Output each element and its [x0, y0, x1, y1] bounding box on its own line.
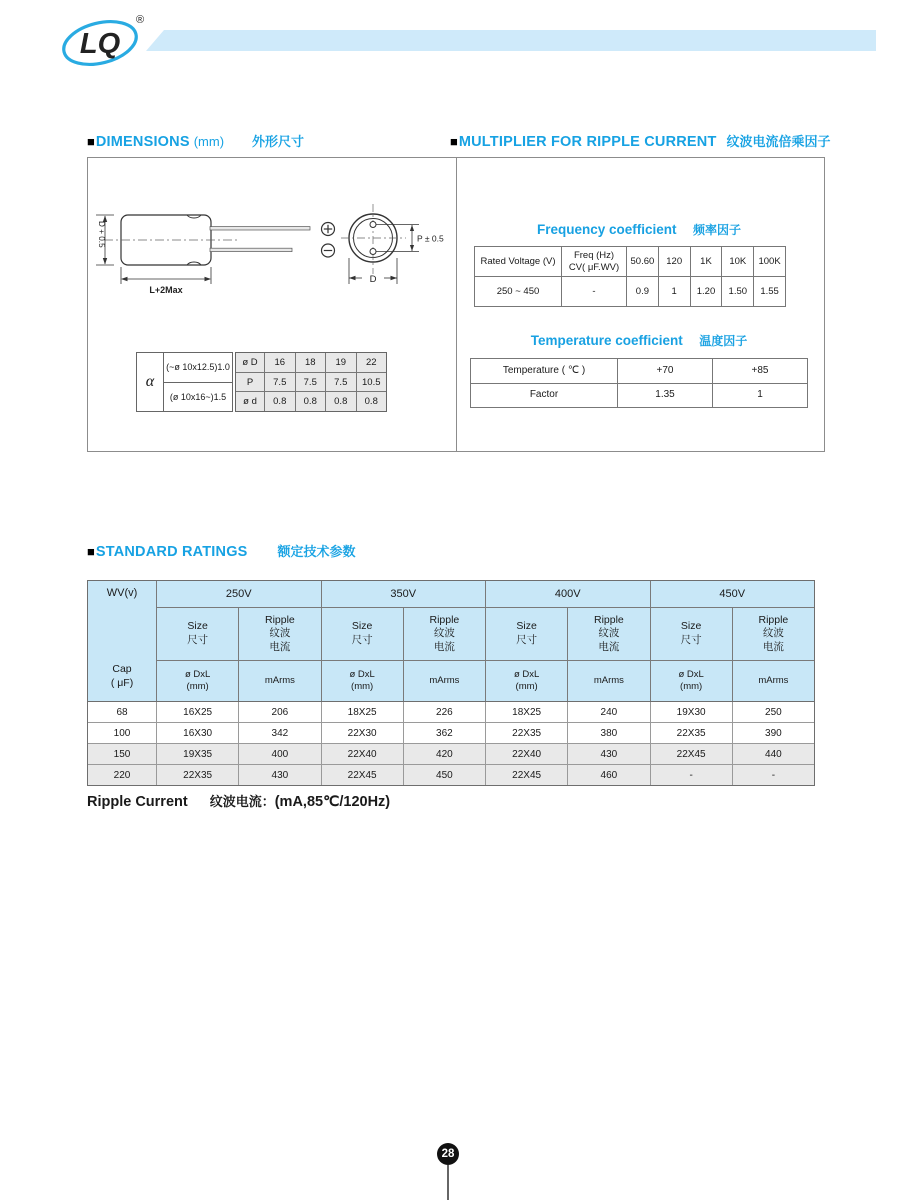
cell: 19X35 [183, 748, 213, 760]
cell: 22X40 [321, 744, 403, 764]
dxl-line1: ø DxL [678, 669, 704, 681]
cap-value: 100 [88, 723, 157, 743]
cell: 226 [403, 702, 485, 722]
column-header: 50.60 [626, 247, 658, 276]
square-bullet-icon: ■ [450, 134, 458, 149]
polarity-minus-icon [322, 244, 335, 257]
capacitor-lead-bottom [210, 248, 292, 251]
arrow-left-icon [349, 276, 356, 280]
size-en: Size [351, 620, 373, 633]
cell: 430 [238, 765, 320, 785]
alpha-row-large: (ø 10x16~)1.5 [169, 391, 227, 402]
cell: 7.5 [325, 373, 356, 392]
registered-mark-icon: ® [136, 14, 145, 26]
size-header [486, 608, 567, 660]
ripple-note-cn: 纹波电流： [209, 794, 275, 809]
square-bullet-icon: ■ [87, 544, 95, 559]
alpha-table [136, 352, 233, 412]
ripple-en: Ripple [593, 613, 624, 626]
size-cn: 尺寸 [351, 634, 373, 646]
cap-label-line2: ( μF) [110, 676, 134, 689]
cell: 430 [567, 744, 649, 764]
dxl-line2: (mm) [515, 681, 538, 692]
table-row [88, 722, 814, 743]
page-number-badge: 28 [437, 1143, 459, 1165]
frequency-coefficient-title [455, 221, 823, 239]
dimensions-title: DIMENSIONS [95, 134, 190, 150]
standard-ratings-title-cn: 额定技术参数 [277, 544, 356, 559]
cell: 18X25 [485, 702, 567, 722]
dxl-header [157, 661, 238, 701]
table-row [236, 353, 386, 372]
lead-hole-top [370, 222, 376, 228]
size-en: Size [516, 620, 537, 633]
cell: 206 [238, 702, 320, 722]
ripple-cn2: 电流 [598, 640, 620, 653]
ripple-cn1: 纹波 [269, 627, 291, 640]
cell: 18 [295, 353, 326, 372]
cell: 0.8 [356, 392, 387, 411]
voltage-header: 350V [322, 581, 486, 608]
marms-header: mArms [732, 661, 814, 701]
cell: 342 [238, 723, 320, 743]
cell: 0.8 [273, 396, 287, 408]
cap-label-line1: Cap [112, 663, 132, 675]
table-row [471, 383, 807, 408]
size-cn: 尺寸 [187, 634, 209, 646]
column-header: Rated Voltage (V) [480, 255, 556, 267]
column-header: 1K [690, 247, 722, 276]
cell: 22X45 [321, 765, 403, 785]
cell: 240 [567, 702, 649, 722]
d-dim-label: D [369, 274, 377, 285]
table-row [88, 702, 814, 722]
cell: 1.35 [617, 384, 712, 408]
cell: 7.5 [273, 376, 287, 388]
voltage-block-250v [157, 581, 321, 701]
voltage-header: 450V [651, 581, 815, 608]
cell: 22X45 [650, 744, 732, 764]
panel-divider [456, 158, 457, 451]
cv-label: CV( μF.WV) [568, 261, 620, 273]
temperature-coefficient-title [455, 332, 823, 350]
size-en: Size [680, 620, 702, 633]
column-header: 10K [721, 247, 753, 276]
dxl-line2: (mm) [186, 681, 209, 692]
ripple-en: Ripple [429, 613, 460, 626]
length-dim-label: L+2Max [149, 285, 183, 295]
arrow-down-icon [410, 245, 414, 251]
capacitor-lead-top [210, 227, 310, 230]
lead-hole-bottom [370, 249, 376, 255]
frequency-title-cn: 频率因子 [692, 223, 741, 237]
cap-label [88, 663, 156, 690]
dxl-line1: ø DxL [349, 669, 375, 681]
multiplier-title-cn: 纹波电流倍乘因子 [726, 134, 831, 149]
header-banner [146, 30, 876, 51]
row-header: Factor [529, 389, 559, 401]
temperature-title-en: Temperature coefficient [530, 333, 683, 348]
cell: - [561, 277, 626, 306]
alpha-symbol: α [137, 353, 164, 411]
brand-logo [56, 10, 148, 72]
arrow-up-icon [410, 225, 414, 231]
ripple-en: Ripple [264, 613, 295, 626]
freq-hz-label: Freq (Hz) [573, 250, 615, 262]
cap-value: 220 [88, 765, 157, 785]
multiplier-title: MULTIPLIER FOR RIPPLE CURRENT [458, 134, 717, 150]
arrow-left-icon [121, 277, 128, 281]
arrow-right-icon [391, 276, 398, 280]
frequency-coefficient-table [474, 246, 786, 307]
cell: 22X35 [183, 769, 213, 781]
voltage-block-400v [485, 581, 650, 701]
size-cn: 尺寸 [516, 634, 538, 646]
cell: +70 [617, 359, 712, 383]
cell: 400 [238, 744, 320, 764]
standard-ratings-section-header [87, 541, 356, 560]
ripple-cn1: 纹波 [433, 627, 455, 640]
cap-value: 150 [88, 744, 157, 764]
dimensions-section-header [87, 131, 304, 150]
size-en: Size [187, 620, 208, 633]
column-header: 100K [753, 247, 785, 276]
multiplier-section-header [450, 131, 831, 150]
cell: 10.5 [356, 373, 387, 392]
ripple-cn1: 纹波 [598, 627, 620, 640]
cell: 0.9 [626, 277, 658, 306]
ripple-cn2: 电流 [762, 640, 784, 653]
row-header: ø D [236, 353, 265, 372]
row-header: ø d [236, 392, 265, 411]
polarity-plus-icon [322, 223, 335, 236]
square-bullet-icon: ■ [87, 134, 95, 149]
marms-header: mArms [403, 661, 485, 701]
cell: 1.55 [753, 277, 785, 306]
size-cn: 尺寸 [680, 634, 702, 646]
ripple-note-en: Ripple Current [87, 794, 188, 810]
cell: 16X25 [183, 706, 213, 718]
dxl-line2: (mm) [351, 681, 374, 692]
ripple-en: Ripple [758, 613, 789, 626]
dimensions-title-cn: 外形尺寸 [252, 134, 305, 149]
brand-logo-text: LQ [79, 28, 121, 60]
cell: 440 [732, 744, 814, 764]
cell: 7.5 [295, 373, 326, 392]
dxl-line1: ø DxL [184, 669, 211, 681]
cell: 22X45 [485, 765, 567, 785]
cell: 22 [356, 353, 387, 372]
column-header: 120 [658, 247, 690, 276]
cell: 22X35 [485, 723, 567, 743]
wv-label: WV(v) [106, 587, 138, 599]
cell: - [650, 765, 732, 785]
ripple-header [732, 608, 814, 660]
pitch-dim-label: P ± 0.5 [417, 233, 444, 244]
dxl-header [322, 661, 403, 701]
cell: 420 [403, 744, 485, 764]
table-row [236, 391, 386, 411]
cell: 460 [567, 765, 649, 785]
ripple-current-note [87, 791, 390, 810]
ripple-cn2: 电流 [433, 640, 455, 653]
size-header [322, 608, 403, 660]
temperature-title-cn: 温度因子 [699, 334, 748, 348]
standard-ratings-title: STANDARD RATINGS [95, 544, 248, 560]
frequency-title-en: Frequency coefficient [536, 222, 677, 237]
cell: 22X35 [650, 723, 732, 743]
ripple-cn2: 电流 [269, 640, 291, 653]
cell: 1 [658, 277, 690, 306]
ripple-note-spec: (mA,85℃/120Hz) [274, 794, 391, 810]
size-header [651, 608, 732, 660]
cap-value: 68 [88, 702, 157, 722]
cell: 1.50 [721, 277, 753, 306]
dimensions-unit: (mm) [193, 134, 225, 149]
standard-ratings-table [87, 580, 815, 786]
cell: 19 [325, 353, 356, 372]
cell: 380 [567, 723, 649, 743]
ripple-header [238, 608, 320, 660]
size-header [157, 608, 238, 660]
ripple-header [403, 608, 485, 660]
dxl-line1: ø DxL [513, 669, 540, 681]
marms-header: mArms [567, 661, 649, 701]
cell: 22X30 [321, 723, 403, 743]
pin-dimensions-table [235, 352, 387, 412]
voltage-header: 400V [486, 581, 650, 608]
alpha-row-small: (~ø 10x12.5)1.0 [164, 353, 232, 383]
cell: 362 [403, 723, 485, 743]
cell: 19X30 [650, 702, 732, 722]
cell: - [732, 765, 814, 785]
dxl-header [651, 661, 732, 701]
footer-rule [447, 1165, 449, 1200]
cell: 250 [732, 702, 814, 722]
dxl-header [486, 661, 567, 701]
cell: 0.8 [295, 392, 326, 411]
cell: 22X40 [485, 744, 567, 764]
cell: 1 [712, 384, 807, 408]
ripple-header [567, 608, 649, 660]
cell: 16 [274, 356, 286, 368]
cell: 450 [403, 765, 485, 785]
temperature-coefficient-table [470, 358, 808, 408]
cell: 390 [732, 723, 814, 743]
wv-cap-header-cell [88, 581, 157, 701]
row-header: P [236, 373, 265, 392]
marms-header: mArms [238, 661, 320, 701]
cell: 18X25 [321, 702, 403, 722]
voltage-header: 250V [157, 581, 321, 608]
table-header [88, 581, 814, 702]
table-row [475, 276, 785, 306]
cell: 250 ~ 450 [496, 285, 540, 297]
table-row [471, 359, 807, 383]
brand-logo-graphic [56, 10, 148, 72]
arrow-down-icon [103, 258, 107, 265]
cell: 1.20 [690, 277, 722, 306]
table-row [236, 372, 386, 392]
diameter-dim-label: D + 0.5 [97, 221, 106, 248]
voltage-block-350v [321, 581, 486, 701]
table-row [88, 743, 814, 764]
dxl-line2: (mm) [680, 681, 703, 692]
cell: +85 [712, 359, 807, 383]
voltage-block-450v [650, 581, 815, 701]
ripple-cn1: 纹波 [762, 627, 784, 640]
cell: 0.8 [325, 392, 356, 411]
column-header [561, 247, 626, 276]
table-header-row [475, 247, 785, 276]
table-row [88, 764, 814, 785]
row-header: Temperature ( ℃ ) [502, 364, 586, 376]
cell: 16X30 [183, 727, 213, 739]
arrow-right-icon [205, 277, 212, 281]
